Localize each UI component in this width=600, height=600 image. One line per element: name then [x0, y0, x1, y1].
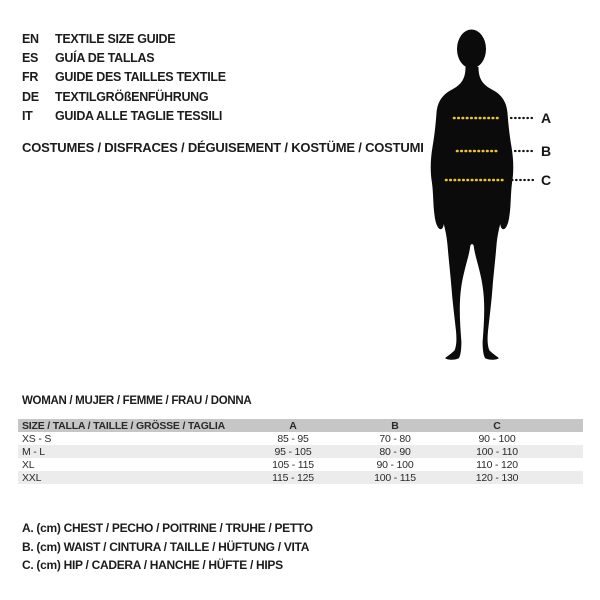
language-code: EN [22, 31, 39, 46]
section-title-woman: WOMAN / MUJER / FEMME / FRAU / DONNA [22, 395, 252, 407]
language-row-en [22, 29, 226, 48]
cell-b: 100 - 115 [374, 471, 416, 484]
language-label: GUIDE DES TAILLES TEXTILE [55, 70, 226, 85]
header-cell-a: A [289, 419, 297, 432]
marker-label-c: C [541, 172, 552, 188]
measurement-legend [22, 519, 313, 575]
cell-a: 115 - 125 [272, 471, 314, 484]
size-table [18, 419, 583, 484]
cell-b: 80 - 90 [379, 445, 411, 458]
size-figure [398, 27, 558, 362]
marker-label-a: A [541, 110, 552, 126]
language-code: FR [22, 70, 39, 85]
language-label: GUIDA ALLE TAGLIE TESSILI [55, 108, 223, 123]
cell-size: XL [22, 458, 35, 471]
woman-silhouette [431, 30, 514, 360]
category-title: COSTUMES / DISFRACES / DÉGUISEMENT / KOSTÜME / COSTUMI [22, 140, 424, 155]
table-row-xl [18, 458, 583, 471]
language-label: GUÍA DE TALLAS [55, 50, 155, 65]
header-cell-size: SIZE / TALLA / TAILLE / GRÖSSE / TAGLIA [22, 419, 225, 432]
cell-c: 90 - 100 [478, 432, 516, 445]
cell-b: 70 - 80 [379, 432, 411, 445]
size-table-header-row [18, 419, 583, 432]
cell-a: 105 - 115 [272, 458, 314, 471]
language-row-es [22, 48, 226, 67]
language-label: TEXTILGRÖßENFÜHRUNG [55, 89, 209, 104]
cell-c: 100 - 110 [476, 445, 518, 458]
cell-a: 95 - 105 [274, 445, 312, 458]
legend-line-a: A. (cm) CHEST / PECHO / POITRINE / TRUHE / PETTO [22, 521, 313, 536]
cell-size: M - L [22, 445, 45, 458]
header-cell-c: C [493, 419, 501, 432]
language-label: TEXTILE SIZE GUIDE [55, 31, 176, 46]
size-table-body [18, 432, 583, 484]
cell-c: 120 - 130 [475, 471, 519, 484]
table-row-m-l [18, 445, 583, 458]
language-row-it [22, 106, 226, 125]
cell-size: XS - S [22, 432, 52, 445]
language-code: IT [22, 108, 33, 123]
table-row-xs-s [18, 432, 583, 445]
language-guide-list [22, 29, 226, 125]
marker-label-b: B [541, 143, 552, 159]
table-row-xxl [18, 471, 583, 484]
legend-line-b: B. (cm) WAIST / CINTURA / TAILLE / HÜFTUNG / VITA [22, 539, 310, 554]
header-cell-b: B [391, 419, 399, 432]
cell-c: 110 - 120 [476, 458, 518, 471]
language-row-de [22, 87, 226, 106]
language-row-fr [22, 68, 226, 87]
cell-size: XXL [22, 471, 42, 484]
cell-a: 85 - 95 [277, 432, 309, 445]
legend-line-c: C. (cm) HIP / CADERA / HANCHE / HÜFTE / HIPS [22, 558, 283, 573]
language-code: ES [22, 50, 39, 65]
language-code: DE [22, 89, 39, 104]
cell-b: 90 - 100 [376, 458, 414, 471]
